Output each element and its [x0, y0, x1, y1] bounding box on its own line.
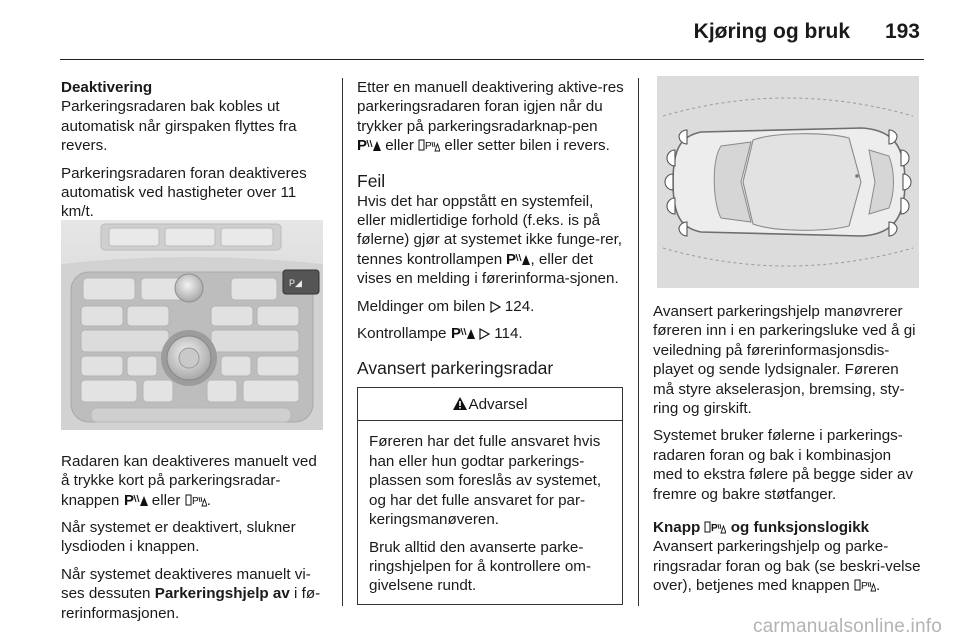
paragraph-text: eller — [151, 491, 181, 509]
parking-radar-icon — [357, 137, 381, 152]
paragraph-text: Radaren kan deaktiveres manuelt ved å trykke kort på parkeringsradar-knappen — [61, 452, 317, 509]
paragraph-text: eller — [385, 137, 414, 155]
warning-paragraph: Føreren har det fulle ansvaret hvis han eller hun godtar parkerings-plassen som foreslås av systemet, og har det fulle ansvaret for par-keringsmanøveren. — [369, 433, 602, 529]
warning-triangle-icon — [452, 396, 468, 411]
paragraph: Avansert parkeringshjelp manøvrerer føreren inn i en parkeringsluke ved å gi veiledning på førerinformasjonsdis-playet og sende lydsignaler. Føreren må styre akselerasjon, bremsing, sty-ring og girskift. — [653, 303, 916, 418]
watermark: carmanualsonline.info — [752, 616, 942, 637]
chapter-title: Kjøring og bruk — [693, 20, 850, 43]
paragraph-text: Avansert parkeringshjelp og parke-ringsradar foran og bak (se beskri-velse over), betjenes med knappen — [653, 538, 921, 595]
advanced-parking-icon — [418, 138, 440, 152]
paragraph-text: Etter en manuell deaktivering aktive-res parkeringsradaren foran igjen når du trykker på parkeringsradarknap-pen — [357, 79, 624, 135]
paragraph-text: Hvis det har oppstått en systemfeil, eller midlertidige forhold (f.eks. is på følerne) gjør at systemet ikke funge-rer, tennes kontrollampen — [357, 192, 623, 268]
paragraph-text: , eller det vises en melding i førerinforma-sjonen. — [357, 250, 619, 288]
paragraph-text: . — [875, 577, 881, 595]
svg-text:P: P — [711, 523, 719, 535]
section-heading-deaktivering: Deaktivering — [61, 79, 153, 96]
paragraph-text: Når systemet deaktiveres manuelt vi-ses dessuten — [61, 565, 311, 603]
warning-header — [358, 388, 622, 421]
paragraph: Parkeringsradaren bak kobles ut automatisk når girspaken flyttes fra revers. — [61, 98, 297, 155]
reference-text: Kontrollampe — [357, 325, 447, 343]
section-heading-feil: Feil — [357, 170, 386, 191]
svg-text:P: P — [191, 495, 199, 507]
svg-text:P: P — [425, 141, 432, 153]
section-heading-avansert: Avansert parkeringsradar — [357, 358, 554, 379]
header-divider — [60, 59, 924, 60]
advanced-parking-icon — [704, 520, 726, 534]
svg-text:P◢: P◢ — [289, 278, 302, 288]
svg-text:P: P — [506, 250, 517, 266]
subheading-button-logic — [653, 518, 923, 537]
subheading-text: og funksjonslogikk — [730, 519, 870, 537]
column-middle — [357, 78, 625, 605]
page-number: 193 — [884, 20, 920, 43]
reference-page: 114. — [494, 325, 523, 343]
page-reference-arrow-icon — [479, 328, 490, 340]
paragraph: Når systemet er deaktivert, slukner lysdioden i knappen. — [61, 519, 296, 556]
parking-radar-icon — [451, 325, 475, 340]
page-reference-arrow-icon — [490, 301, 501, 313]
advanced-parking-icon — [185, 493, 207, 507]
svg-text:P: P — [123, 491, 134, 507]
paragraph — [653, 537, 923, 595]
emphasized-text: Parkeringshjelp av — [154, 585, 290, 603]
advanced-parking-icon — [854, 578, 876, 592]
paragraph — [61, 565, 329, 623]
paragraph — [357, 192, 625, 289]
svg-text:P: P — [860, 581, 868, 593]
cross-reference[interactable] — [357, 324, 625, 343]
parking-radar-icon — [124, 492, 148, 507]
column-divider — [638, 78, 639, 606]
column-divider — [342, 78, 343, 606]
subheading-text: Knapp — [653, 519, 701, 537]
paragraph-text: . — [206, 491, 211, 509]
cross-reference[interactable] — [357, 297, 625, 316]
parking-radar-icon — [506, 251, 530, 266]
svg-text:P: P — [357, 137, 368, 153]
warning-paragraph: Bruk alltid den avanserte parke-ringshjelpen for å kontrollere om-givelsene rundt. — [369, 538, 592, 595]
warning-box — [357, 387, 623, 604]
paragraph-text: i fø-rerinformasjonen. — [61, 585, 321, 622]
page-header — [60, 0, 924, 58]
paragraph-text: eller setter bilen i revers. — [444, 137, 610, 155]
reference-page: 124. — [504, 297, 535, 315]
center-console-illustration — [61, 220, 323, 430]
center-console-photo — [61, 220, 323, 430]
paragraph — [61, 452, 329, 510]
paragraph: Parkeringsradaren foran deaktiveres automatisk ved hastigheter over 11 km/t. — [61, 164, 307, 221]
paragraph — [357, 78, 625, 156]
svg-text:P: P — [450, 325, 461, 341]
paragraph: Systemet bruker følerne i parkerings-radaren foran og bak i kombinasjon med to ekstra følere på begge sider av fremre og bakre støtfanger. — [653, 427, 914, 503]
reference-text: Meldinger om bilen — [357, 297, 486, 315]
warning-body — [358, 421, 622, 603]
warning-title: Advarsel — [468, 396, 528, 414]
column-right — [653, 78, 923, 596]
